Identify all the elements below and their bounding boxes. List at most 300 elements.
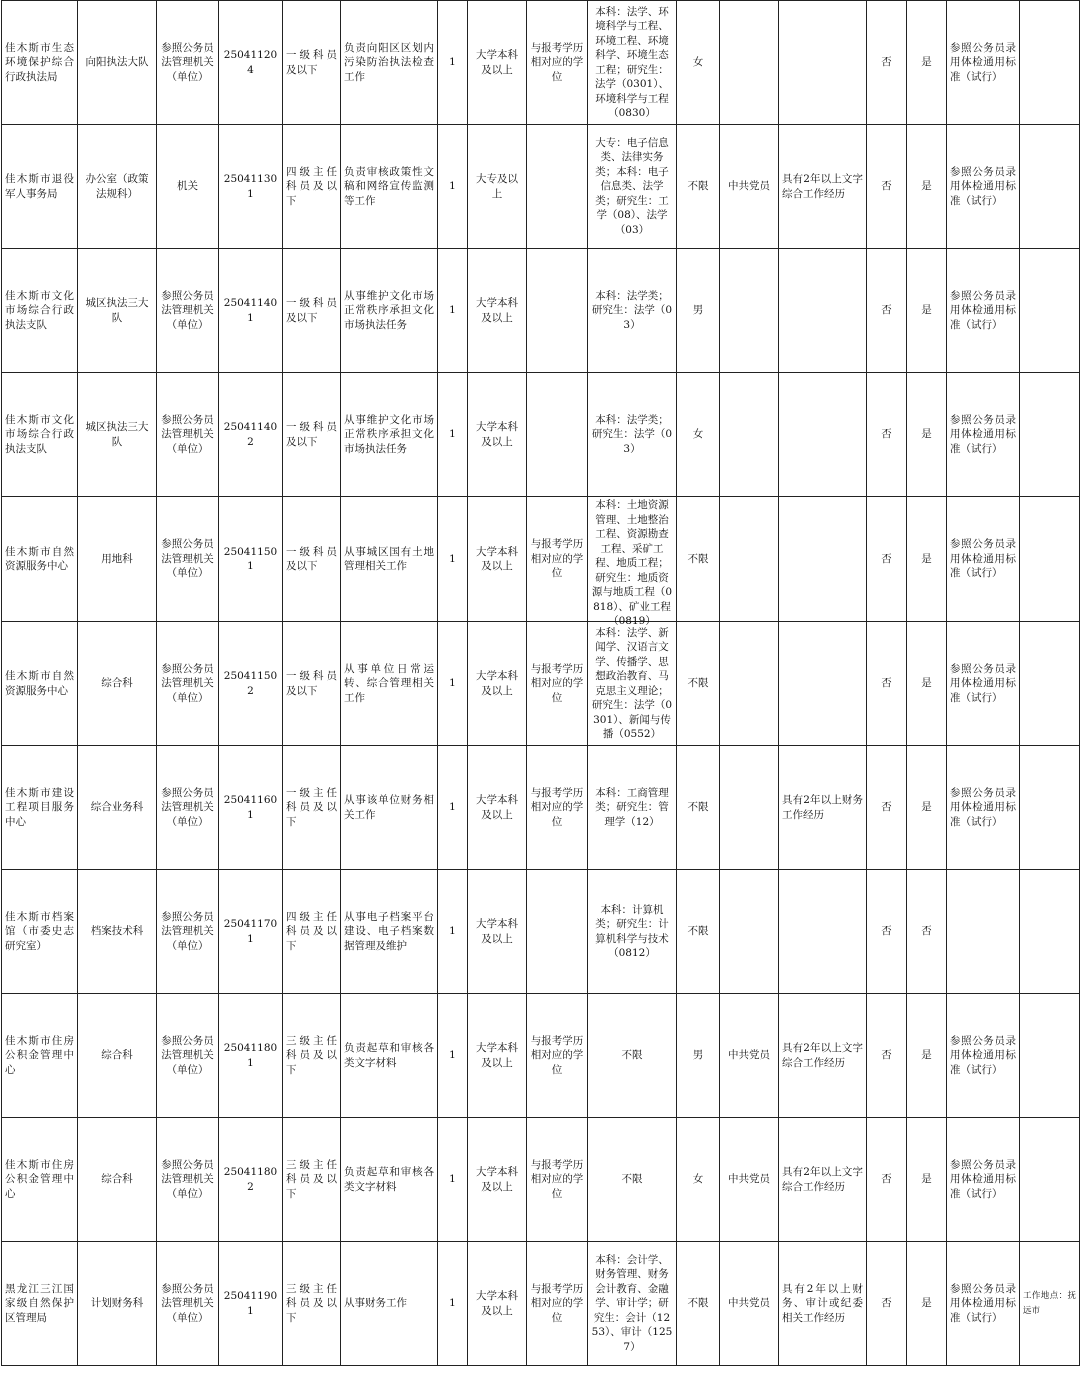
- rank-cell-text: 一级科员及以下: [286, 670, 337, 697]
- physical-exam-cell: [947, 870, 1020, 994]
- political-status-cell: [720, 622, 779, 746]
- employer-cell: [2, 994, 78, 1118]
- major-cell: [588, 746, 677, 870]
- other-requirements-cell: [779, 497, 867, 622]
- physical-exam-cell: [947, 994, 1020, 1118]
- political-status-cell: [720, 125, 779, 249]
- unit-type-cell: [157, 249, 219, 373]
- education-cell: [468, 870, 527, 994]
- political-status-cell-text: 中共党员: [728, 1297, 770, 1310]
- major-cell: [588, 497, 677, 627]
- employer-cell: [2, 1, 78, 125]
- employer-cell-text: 佳木斯市住房公积金管理中心: [5, 1034, 74, 1076]
- headcount-cell: [438, 497, 468, 622]
- employer-cell: [2, 125, 78, 249]
- department-cell-text: 综合科: [101, 1049, 133, 1062]
- employer-cell-text: 佳木斯市建设工程项目服务中心: [5, 786, 74, 828]
- physical-exam-cell: [947, 746, 1020, 870]
- headcount-cell-text: 1: [449, 677, 456, 690]
- political-status-cell: [720, 746, 779, 870]
- flag-cell-a-text: 否: [881, 552, 892, 565]
- department-cell: [78, 1, 157, 125]
- major-cell: [588, 622, 677, 746]
- unit-type-cell: [157, 1118, 219, 1242]
- unit-type-cell: [157, 994, 219, 1118]
- duties-cell: [341, 746, 438, 870]
- flag-cell-b-text: 否: [921, 925, 932, 938]
- flag-cell-a: [867, 125, 907, 249]
- other-requirements-cell: [779, 1242, 867, 1366]
- other-requirements-cell: [779, 1118, 867, 1242]
- duties-cell: [341, 373, 438, 497]
- table-row: [2, 994, 1080, 1118]
- gender-cell: [677, 1118, 720, 1242]
- unit-type-cell-text: 参照公务员法管理机关（单位）: [161, 1158, 214, 1200]
- employer-cell-text: 佳木斯市档案馆（市委史志研究室）: [5, 910, 74, 952]
- table-row: [2, 1242, 1080, 1366]
- political-status-cell-text: 中共党员: [728, 1173, 770, 1186]
- unit-type-cell-text: 参照公务员法管理机关（单位）: [161, 413, 214, 455]
- degree-cell: [527, 1242, 588, 1366]
- position-code-cell: [219, 1242, 283, 1366]
- rank-cell-text: 三级主任科员及以下: [286, 1158, 337, 1200]
- position-code-cell: [219, 622, 283, 746]
- gender-cell-text: 不限: [687, 677, 709, 690]
- position-code-cell-text: 250411401: [223, 297, 278, 324]
- other-requirements-cell: [779, 373, 867, 497]
- flag-cell-b: [907, 125, 947, 249]
- rank-cell-text: 一级科员及以下: [286, 421, 337, 448]
- department-cell: [78, 994, 157, 1118]
- rank-cell-text: 一级科员及以下: [286, 545, 337, 572]
- unit-type-cell: [157, 1242, 219, 1366]
- other-requirements-cell: [779, 622, 867, 746]
- major-cell: [588, 1118, 677, 1242]
- duties-cell: [341, 870, 438, 994]
- remark-cell: [1020, 373, 1080, 497]
- department-cell: [78, 373, 157, 497]
- department-cell-text: 计划财务科: [90, 1297, 144, 1310]
- flag-cell-b-text: 是: [921, 552, 932, 565]
- department-cell: [78, 497, 157, 622]
- education-cell: [468, 125, 527, 249]
- flag-cell-b: [907, 1242, 947, 1366]
- flag-cell-a-text: 否: [881, 925, 892, 938]
- major-cell: [588, 1242, 677, 1366]
- rank-cell-text: 四级主任科员及以下: [286, 165, 337, 207]
- employer-cell-text: 黑龙江三江国家级自然保护区管理局: [5, 1282, 74, 1324]
- employer-cell: [2, 249, 78, 373]
- flag-cell-a-text: 否: [881, 1049, 892, 1062]
- position-code-cell-text: 250411801: [223, 1042, 278, 1069]
- degree-cell: [527, 1, 588, 125]
- headcount-cell-text: 1: [449, 801, 456, 814]
- flag-cell-a: [867, 1, 907, 125]
- duties-cell: [341, 994, 438, 1118]
- remark-cell: [1020, 994, 1080, 1118]
- major-cell-text: 本科：法学、新闻学、汉语言文学、传播学、思想政治教育、马克思主义理论；研究生：法学（0301）、新闻与传播（0552）: [591, 626, 673, 740]
- gender-cell-text: 女: [692, 1173, 704, 1186]
- department-cell-text: 向阳执法大队: [85, 56, 149, 69]
- flag-cell-b: [907, 497, 947, 622]
- degree-cell-text: 与报考学历相对应的学位: [530, 41, 584, 83]
- position-code-cell-text: 250411402: [223, 421, 278, 448]
- employer-cell: [2, 373, 78, 497]
- duties-cell: [341, 249, 438, 373]
- remark-cell: [1020, 746, 1080, 870]
- physical-exam-cell: [947, 497, 1020, 622]
- flag-cell-b: [907, 249, 947, 373]
- flag-cell-a-text: 否: [881, 56, 892, 69]
- gender-cell: [677, 746, 720, 870]
- duties-cell-text: 从事财务工作: [344, 1297, 407, 1310]
- physical-exam-cell: [947, 373, 1020, 497]
- unit-type-cell-text: 机关: [177, 180, 198, 193]
- headcount-cell-text: 1: [449, 180, 456, 193]
- degree-cell: [527, 622, 588, 746]
- position-code-cell: [219, 125, 283, 249]
- remark-cell: [1020, 497, 1080, 622]
- flag-cell-b-text: 是: [921, 1173, 932, 1186]
- rank-cell: [283, 622, 341, 746]
- education-cell: [468, 1, 527, 125]
- education-cell-text: 大学本科及以上: [476, 545, 518, 572]
- political-status-cell: [720, 1, 779, 125]
- headcount-cell: [438, 622, 468, 746]
- position-code-cell-text: 250411301: [223, 173, 278, 200]
- physical-exam-cell-text: 参照公务员录用体检通用标准（试行）: [950, 1158, 1016, 1200]
- remark-cell: [1020, 870, 1080, 994]
- flag-cell-b-text: 是: [921, 428, 932, 441]
- gender-cell: [677, 373, 720, 497]
- department-cell-text: 综合科: [101, 1173, 133, 1186]
- employer-cell: [2, 1242, 78, 1366]
- degree-cell: [527, 1118, 588, 1242]
- headcount-cell: [438, 1118, 468, 1242]
- headcount-cell: [438, 1, 468, 125]
- duties-cell-text: 从事电子档案平台建设、电子档案数据管理及维护: [344, 910, 434, 952]
- gender-cell: [677, 1, 720, 125]
- duties-cell: [341, 125, 438, 249]
- employer-cell-text: 佳木斯市自然资源服务中心: [5, 670, 74, 697]
- degree-cell-text: 与报考学历相对应的学位: [530, 1034, 584, 1076]
- education-cell-text: 大学本科及以上: [476, 421, 518, 448]
- flag-cell-a-text: 否: [881, 1173, 892, 1186]
- flag-cell-a: [867, 497, 907, 622]
- table-row: [2, 249, 1080, 373]
- duties-cell-text: 从事该单位财务相关工作: [344, 794, 434, 821]
- rank-cell-text: 一级主任科员及以下: [286, 786, 337, 828]
- education-cell: [468, 1242, 527, 1366]
- duties-cell-text: 负责审核政策性文稿和网络宣传监测等工作: [344, 165, 434, 207]
- physical-exam-cell-text: 参照公务员录用体检通用标准（试行）: [950, 538, 1016, 580]
- rank-cell: [283, 1, 341, 125]
- department-cell-text: 城区执法三大队: [85, 421, 149, 448]
- gender-cell-text: 男: [692, 1049, 704, 1062]
- duties-cell: [341, 1, 438, 125]
- duties-cell: [341, 622, 438, 746]
- flag-cell-b: [907, 1, 947, 125]
- position-code-cell-text: 250411701: [223, 918, 278, 945]
- gender-cell-text: 男: [692, 304, 704, 317]
- major-cell: [588, 125, 677, 249]
- political-status-cell: [720, 249, 779, 373]
- gender-cell-text: 女: [692, 428, 704, 441]
- other-requirements-cell-text: 具有2年以上文字综合工作经历: [782, 1042, 863, 1069]
- employer-cell: [2, 497, 78, 622]
- flag-cell-b: [907, 746, 947, 870]
- education-cell: [468, 373, 527, 497]
- rank-cell-text: 一级科员及以下: [286, 297, 337, 324]
- department-cell: [78, 746, 157, 870]
- physical-exam-cell-text: 参照公务员录用体检通用标准（试行）: [950, 413, 1016, 455]
- department-cell-text: 综合科: [101, 677, 133, 690]
- major-cell-text: 不限: [621, 1049, 643, 1062]
- flag-cell-a-text: 否: [881, 180, 892, 193]
- unit-type-cell-text: 参照公务员法管理机关（单位）: [161, 910, 214, 952]
- position-code-cell: [219, 746, 283, 870]
- physical-exam-cell-text: 参照公务员录用体检通用标准（试行）: [950, 289, 1016, 331]
- table-row: [2, 373, 1080, 497]
- rank-cell-text: 三级主任科员及以下: [286, 1282, 337, 1324]
- physical-exam-cell-text: 参照公务员录用体检通用标准（试行）: [950, 1034, 1016, 1076]
- table-row: [2, 1, 1080, 125]
- flag-cell-a-text: 否: [881, 304, 892, 317]
- rank-cell: [283, 249, 341, 373]
- physical-exam-cell-text: 参照公务员录用体检通用标准（试行）: [950, 786, 1016, 828]
- position-code-cell: [219, 497, 283, 622]
- department-cell: [78, 622, 157, 746]
- position-code-cell: [219, 373, 283, 497]
- employer-cell: [2, 1118, 78, 1242]
- position-code-cell-text: 250411601: [223, 794, 278, 821]
- degree-cell-text: 与报考学历相对应的学位: [530, 538, 584, 580]
- position-code-cell: [219, 994, 283, 1118]
- education-cell-text: 大学本科及以上: [476, 1166, 518, 1193]
- duties-cell-text: 负责起草和审核各类文字材料: [344, 1042, 434, 1069]
- flag-cell-b: [907, 622, 947, 746]
- flag-cell-b-text: 是: [921, 801, 932, 814]
- education-cell: [468, 622, 527, 746]
- headcount-cell: [438, 249, 468, 373]
- department-cell-text: 综合业务科: [90, 801, 144, 814]
- gender-cell-text: 不限: [687, 552, 709, 565]
- major-cell-text: 本科：工商管理类；研究生：管理学（12）: [595, 786, 669, 828]
- degree-cell: [527, 746, 588, 870]
- degree-cell: [527, 497, 588, 622]
- degree-cell: [527, 249, 588, 373]
- headcount-cell-text: 1: [449, 1049, 456, 1062]
- rank-cell: [283, 125, 341, 249]
- headcount-cell-text: 1: [449, 304, 456, 317]
- headcount-cell: [438, 746, 468, 870]
- unit-type-cell-text: 参照公务员法管理机关（单位）: [161, 786, 214, 828]
- major-cell-text: 本科：法学类；研究生：法学（03）: [591, 289, 673, 331]
- degree-cell: [527, 125, 588, 249]
- other-requirements-cell-text: 具有2年以上文字综合工作经历: [782, 1166, 863, 1193]
- education-cell: [468, 249, 527, 373]
- employer-cell-text: 佳木斯市文化市场综合行政执法支队: [5, 289, 74, 331]
- gender-cell-text: 不限: [687, 801, 709, 814]
- rank-cell-text: 四级主任科员及以下: [286, 910, 337, 952]
- position-code-cell-text: 250411502: [223, 670, 278, 697]
- education-cell: [468, 746, 527, 870]
- major-cell: [588, 373, 677, 497]
- other-requirements-cell: [779, 1, 867, 125]
- political-status-cell-text: 中共党员: [728, 180, 770, 193]
- department-cell-text: 办公室（政策法规科）: [85, 173, 149, 200]
- remark-cell-text: 工作地点：抚远市: [1023, 1291, 1076, 1316]
- education-cell-text: 大专及以上: [476, 173, 518, 200]
- education-cell-text: 大学本科及以上: [476, 794, 518, 821]
- education-cell-text: 大学本科及以上: [476, 670, 518, 697]
- unit-type-cell-text: 参照公务员法管理机关（单位）: [161, 538, 214, 580]
- table-body: [2, 1, 1080, 1366]
- flag-cell-b-text: 是: [921, 304, 932, 317]
- gender-cell-text: 不限: [687, 1297, 709, 1310]
- flag-cell-b-text: 是: [921, 677, 932, 690]
- degree-cell: [527, 870, 588, 994]
- employer-cell: [2, 622, 78, 746]
- education-cell-text: 大学本科及以上: [476, 49, 518, 76]
- remark-cell: [1020, 622, 1080, 746]
- department-cell: [78, 1118, 157, 1242]
- duties-cell-text: 从事城区国有土地管理相关工作: [344, 545, 434, 572]
- rank-cell-text: 三级主任科员及以下: [286, 1034, 337, 1076]
- headcount-cell: [438, 125, 468, 249]
- flag-cell-b: [907, 373, 947, 497]
- gender-cell: [677, 994, 720, 1118]
- table-row: [2, 746, 1080, 870]
- rank-cell: [283, 1118, 341, 1242]
- degree-cell: [527, 373, 588, 497]
- unit-type-cell: [157, 870, 219, 994]
- headcount-cell-text: 1: [449, 552, 456, 565]
- remark-cell: [1020, 1118, 1080, 1242]
- flag-cell-b: [907, 994, 947, 1118]
- education-cell: [468, 994, 527, 1118]
- flag-cell-a-text: 否: [881, 1297, 892, 1310]
- education-cell-text: 大学本科及以上: [476, 297, 518, 324]
- position-code-cell: [219, 1118, 283, 1242]
- other-requirements-cell: [779, 994, 867, 1118]
- flag-cell-b: [907, 1118, 947, 1242]
- employer-cell-text: 佳木斯市住房公积金管理中心: [5, 1158, 74, 1200]
- flag-cell-a: [867, 1242, 907, 1366]
- physical-exam-cell: [947, 1, 1020, 125]
- major-cell: [588, 249, 677, 373]
- headcount-cell-text: 1: [449, 925, 456, 938]
- flag-cell-a: [867, 249, 907, 373]
- gender-cell: [677, 622, 720, 746]
- headcount-cell-text: 1: [449, 1173, 456, 1186]
- rank-cell: [283, 1242, 341, 1366]
- department-cell: [78, 125, 157, 249]
- physical-exam-cell-text: 参照公务员录用体检通用标准（试行）: [950, 1282, 1016, 1324]
- other-requirements-cell: [779, 125, 867, 249]
- flag-cell-b-text: 是: [921, 56, 932, 69]
- department-cell: [78, 249, 157, 373]
- rank-cell: [283, 870, 341, 994]
- unit-type-cell-text: 参照公务员法管理机关（单位）: [161, 41, 214, 83]
- gender-cell: [677, 125, 720, 249]
- major-cell-text: 本科：会计学、财务管理、财务会计教育、金融学、审计学；研究生：会计（1253）、审计（1257）: [591, 1253, 673, 1353]
- flag-cell-b: [907, 870, 947, 994]
- position-code-cell: [219, 870, 283, 994]
- headcount-cell: [438, 994, 468, 1118]
- physical-exam-cell: [947, 1118, 1020, 1242]
- employer-cell-text: 佳木斯市自然资源服务中心: [5, 545, 74, 572]
- political-status-cell-text: 中共党员: [728, 1049, 770, 1062]
- position-code-cell-text: 250411901: [223, 1290, 278, 1317]
- employer-cell-text: 佳木斯市退役军人事务局: [5, 173, 74, 200]
- flag-cell-b-text: 是: [921, 180, 932, 193]
- major-cell-text: 不限: [621, 1173, 643, 1186]
- flag-cell-a: [867, 373, 907, 497]
- physical-exam-cell: [947, 622, 1020, 746]
- gender-cell-text: 女: [692, 56, 704, 69]
- major-cell: [588, 870, 677, 994]
- rank-cell: [283, 373, 341, 497]
- flag-cell-a: [867, 1118, 907, 1242]
- gender-cell-text: 不限: [687, 925, 709, 938]
- department-cell-text: 城区执法三大队: [85, 297, 149, 324]
- physical-exam-cell-text: 参照公务员录用体检通用标准（试行）: [950, 41, 1016, 83]
- headcount-cell: [438, 870, 468, 994]
- education-cell-text: 大学本科及以上: [476, 1290, 518, 1317]
- political-status-cell: [720, 497, 779, 622]
- unit-type-cell: [157, 497, 219, 622]
- rank-cell: [283, 994, 341, 1118]
- employer-cell-text: 佳木斯市生态环境保护综合行政执法局: [5, 41, 74, 83]
- headcount-cell-text: 1: [449, 1297, 456, 1310]
- political-status-cell: [720, 994, 779, 1118]
- degree-cell-text: 与报考学历相对应的学位: [530, 1158, 584, 1200]
- flag-cell-b-text: 是: [921, 1049, 932, 1062]
- major-cell: [588, 1, 677, 125]
- major-cell: [588, 994, 677, 1118]
- flag-cell-a-text: 否: [881, 428, 892, 441]
- unit-type-cell: [157, 125, 219, 249]
- physical-exam-cell: [947, 125, 1020, 249]
- department-cell: [78, 870, 157, 994]
- gender-cell: [677, 1242, 720, 1366]
- employer-cell: [2, 746, 78, 870]
- unit-type-cell-text: 参照公务员法管理机关（单位）: [161, 289, 214, 331]
- degree-cell: [527, 994, 588, 1118]
- table-row: [2, 125, 1080, 249]
- political-status-cell: [720, 373, 779, 497]
- other-requirements-cell: [779, 746, 867, 870]
- political-status-cell: [720, 1242, 779, 1366]
- position-code-cell: [219, 1, 283, 125]
- position-code-cell-text: 250411204: [223, 49, 278, 76]
- education-cell: [468, 497, 527, 622]
- gender-cell: [677, 870, 720, 994]
- political-status-cell: [720, 1118, 779, 1242]
- gender-cell-text: 不限: [687, 180, 709, 193]
- physical-exam-cell-text: 参照公务员录用体检通用标准（试行）: [950, 662, 1016, 704]
- flag-cell-b-text: 是: [921, 1297, 932, 1310]
- flag-cell-a: [867, 994, 907, 1118]
- unit-type-cell: [157, 622, 219, 746]
- employer-cell-text: 佳木斯市文化市场综合行政执法支队: [5, 413, 74, 455]
- political-status-cell: [720, 870, 779, 994]
- degree-cell-text: 与报考学历相对应的学位: [530, 662, 584, 704]
- table-row: [2, 497, 1080, 622]
- department-cell: [78, 1242, 157, 1366]
- unit-type-cell: [157, 373, 219, 497]
